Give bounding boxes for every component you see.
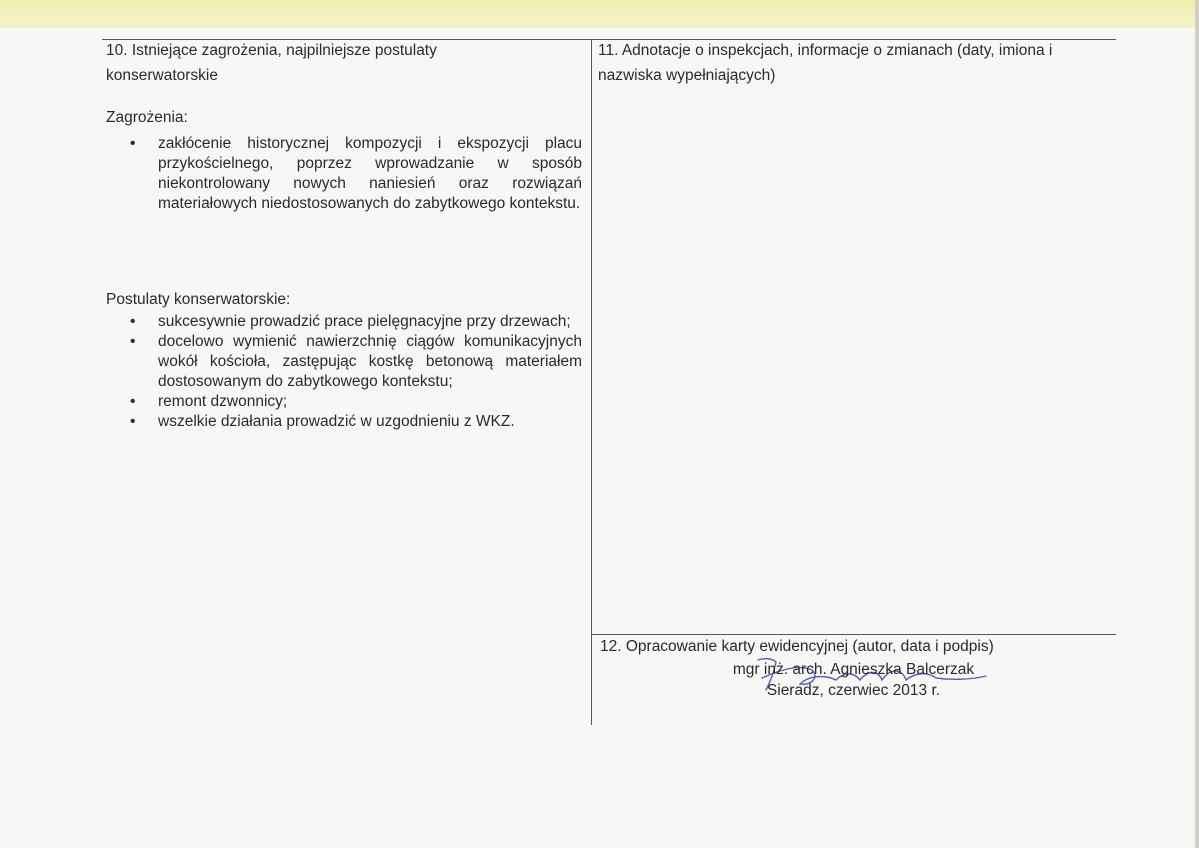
postulate-item: • wszelkie działania prowadzić w uzgodnieniu z WKZ. (106, 412, 582, 432)
author-name: mgr inż. arch. Agnieszka Balcerzak (732, 661, 975, 678)
threats-list (106, 134, 582, 214)
postulate-item: • docelowo wymienić nawierzchnię ciągów komunikacyjnych wokół kościoła, zastępując kostkę betonową materiałem dostosowanym do zabytkowego kontekstu; (106, 332, 582, 392)
postulates-heading: Postulaty konserwatorskie: (106, 291, 291, 308)
table-column-divider (591, 39, 592, 725)
threat-item: • zakłócenie historycznej kompozycji i ekspozycji placu przykościelnego, poprzez wprowadzanie w sposób niekontrolowany nowych naniesień oraz rozwiązań materiałowych niedostosowanych do zabytkowego kontekstu. (106, 134, 582, 214)
postulate-item: • sukcesywnie prowadzić prace pielęgnacyjne przy drzewach; (106, 312, 582, 332)
place-and-date: Sieradz, czerwiec 2013 r. (766, 682, 941, 699)
section-10-title: 10. Istniejące zagrożenia, najpilniejsze postulaty konserwatorskie (106, 42, 437, 84)
postulate-item: • remont dzwonnicy; (106, 392, 582, 412)
section-11-title: 11. Adnotacje o inspekcjach, informacje o zmianach (daty, imiona i nazwiska wypełniających) (598, 42, 1053, 84)
threats-heading: Zagrożenia: (106, 109, 188, 126)
scan-top-strip (0, 0, 1199, 28)
scan-right-edge (1195, 0, 1199, 848)
section-12-title: 12. Opracowanie karty ewidencyjnej (autor, data i podpis) (600, 638, 994, 655)
postulates-list (106, 312, 582, 432)
